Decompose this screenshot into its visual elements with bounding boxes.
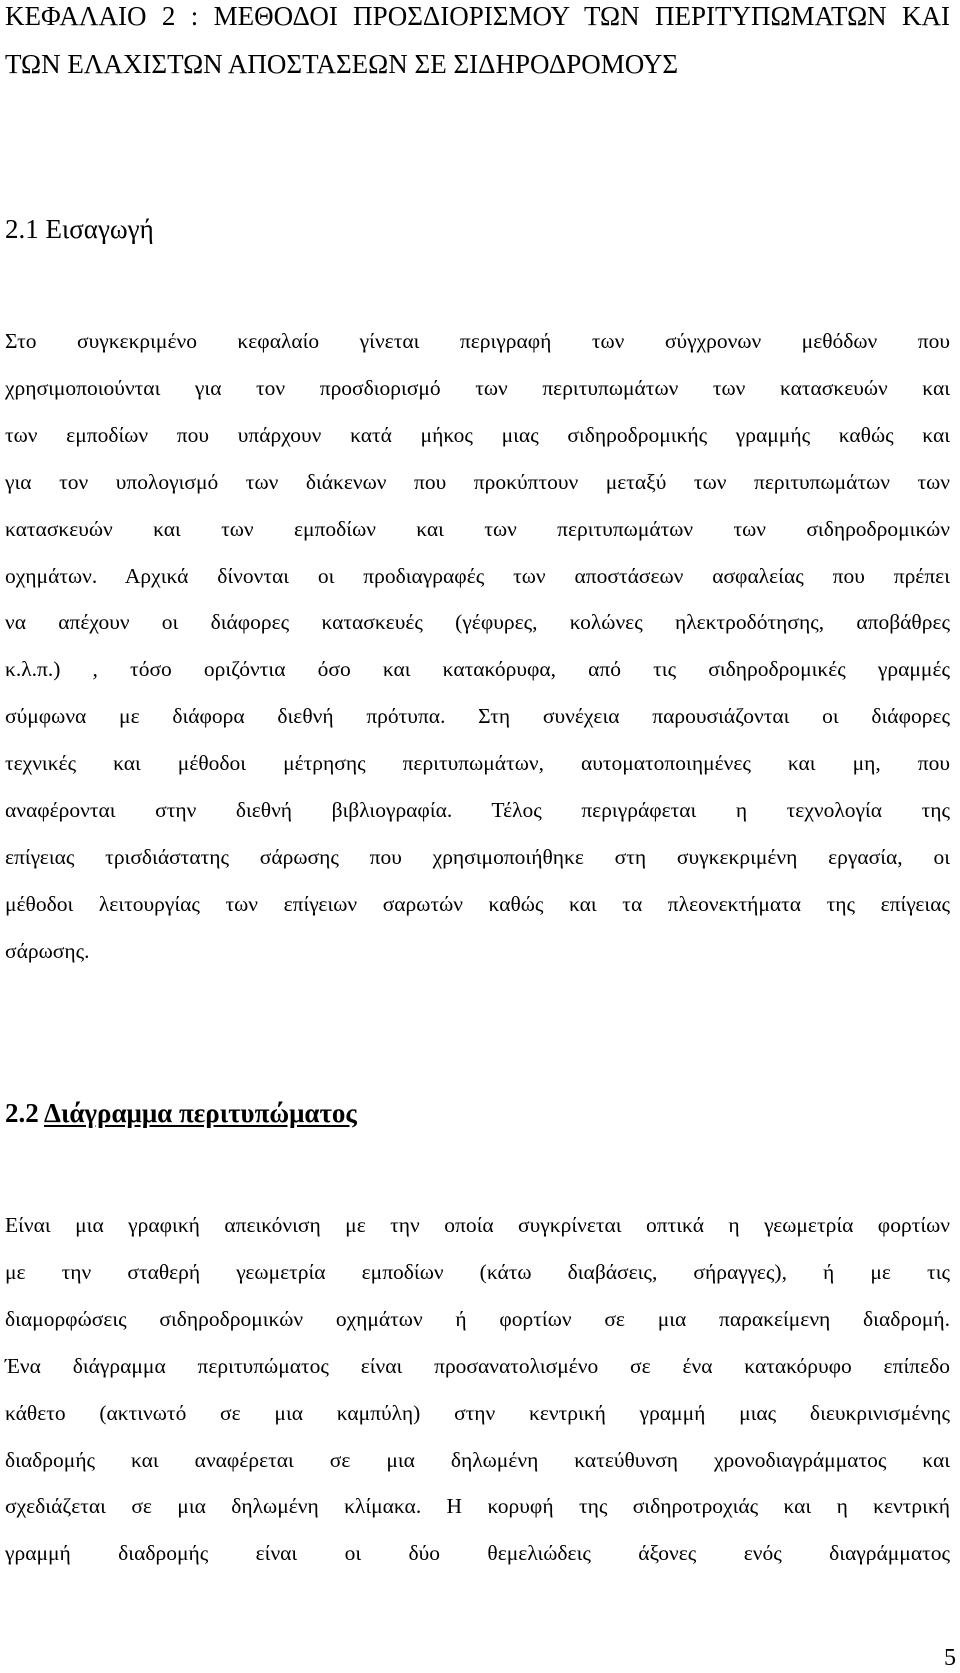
paragraph-line: Ένα διάγραμμα περιτυπώματος είναι προσανατολισμένο σε ένα κατακόρυφο επίπεδο [5,1353,950,1378]
paragraph-line: σύμφωνα με διάφορα διεθνή πρότυπα. Στη συνέχεια παρουσιάζονται οι διάφορες [5,704,950,729]
paragraph-line: διαμορφώσεις σιδηροδρομικών οχημάτων ή φορτίων σε μια παρακείμενη διαδρομή. [5,1306,950,1331]
paragraph-line: με την σταθερή γεωμετρία εμποδίων (κάτω διαβάσεις, σήραγγες), ή με τις [5,1259,950,1284]
clearance-diagram-paragraph [5,1202,950,1577]
paragraph-line: χρησιμοποιούνται για τον προσδιορισμό των περιτυπωμάτων των κατασκευών και [5,375,950,400]
paragraph-line: κ.λ.π.) , τόσο οριζόντια όσο και κατακόρυφα, από τις σιδηροδρομικές γραμμές [5,657,950,682]
paragraph-line: σχεδιάζεται σε μια δηλωμένη κλίμακα. Η κορυφή της σιδηροτροχιάς και η κεντρική [5,1494,950,1519]
paragraph-line: σάρωσης. [5,938,90,963]
section-heading-introduction [5,212,154,246]
paragraph-line: επίγειας τρισδιάστατης σάρωσης που χρησιμοποιήθηκε στη συγκεκριμένη εργασία, οι [5,844,950,869]
page-number: 5 [944,1645,956,1671]
paragraph-line: να απέχουν οι διάφορες κατασκευές (γέφυρες, κολώνες ηλεκτροδότησης, αποβάθρες [5,610,950,635]
paragraph-line: τεχνικές και μέθοδοι μέτρησης περιτυπωμάτων, αυτοματοποιημένες και μη, που [5,751,950,776]
paragraph-line: Στο συγκεκριμένο κεφαλαίο γίνεται περιγραφή των σύγχρονων μεθόδων που [5,329,950,353]
paragraph-line: Είναι μια γραφική απεικόνιση με την οποία συγκρίνεται οπτικά η γεωμετρία φορτίων [5,1213,950,1237]
introduction-paragraph [5,318,950,975]
paragraph-line: μέθοδοι λειτουργίας των επίγειων σαρωτών καθώς και τα πλεονεκτήματα της επίγειας [5,891,950,916]
chapter-title: ΚΕΦΑΛΑΙΟ 2 : ΜΕΘΟΔΟΙ ΠΡΟΣΔΙΟΡΙΣΜΟΥ ΤΩΝ ΠΕΡΙΤΥΠΩΜΑΤΩΝ ΚΑΙ ΤΩΝ ΕΛΑΧΙΣΤΩΝ ΑΠΟΣΤΑΣΕΩΝ ΣΕ ΣΙΔΗΡΟΔΡΟΜΟΥΣ [5,1,950,79]
paragraph-line: κατασκευών και των εμποδίων και των περιτυπωμάτων των σιδηροδρομικών [5,516,950,541]
paragraph-line: γραμμή διαδρομής είναι οι δύο θεμελιώδεις άξονες ενός διαγράμματος [5,1541,950,1566]
paragraph-line: των εμποδίων που υπάρχουν κατά μήκος μιας σιδηροδρομικής γραμμής καθώς και [5,422,950,447]
section-title: Εισαγωγή [45,214,154,244]
paragraph-line: οχημάτων. Αρχικά δίνονται οι προδιαγραφές των αποστάσεων ασφαλείας που πρέπει [5,563,950,588]
section-heading-clearance-diagram [5,1096,357,1130]
section-number: 2.2 [5,1098,39,1128]
paragraph-line: για τον υπολογισμό των διάκενων που προκύπτουν μεταξύ των περιτυπωμάτων των [5,469,950,494]
paragraph-line: αναφέρονται στην διεθνή βιβλιογραφία. Τέλος περιγράφεται η τεχνολογία της [5,798,950,823]
section-number: 2.1 [5,214,39,244]
paragraph-line: κάθετο (ακτινωτό σε μια καμπύλη) στην κεντρική γραμμή μιας διευκρινισμένης [5,1400,950,1425]
section-title: Διάγραμμα περιτυπώματος [44,1098,357,1128]
paragraph-line: διαδρομής και αναφέρεται σε μια δηλωμένη κατεύθυνση χρονοδιαγράμματος και [5,1447,950,1472]
